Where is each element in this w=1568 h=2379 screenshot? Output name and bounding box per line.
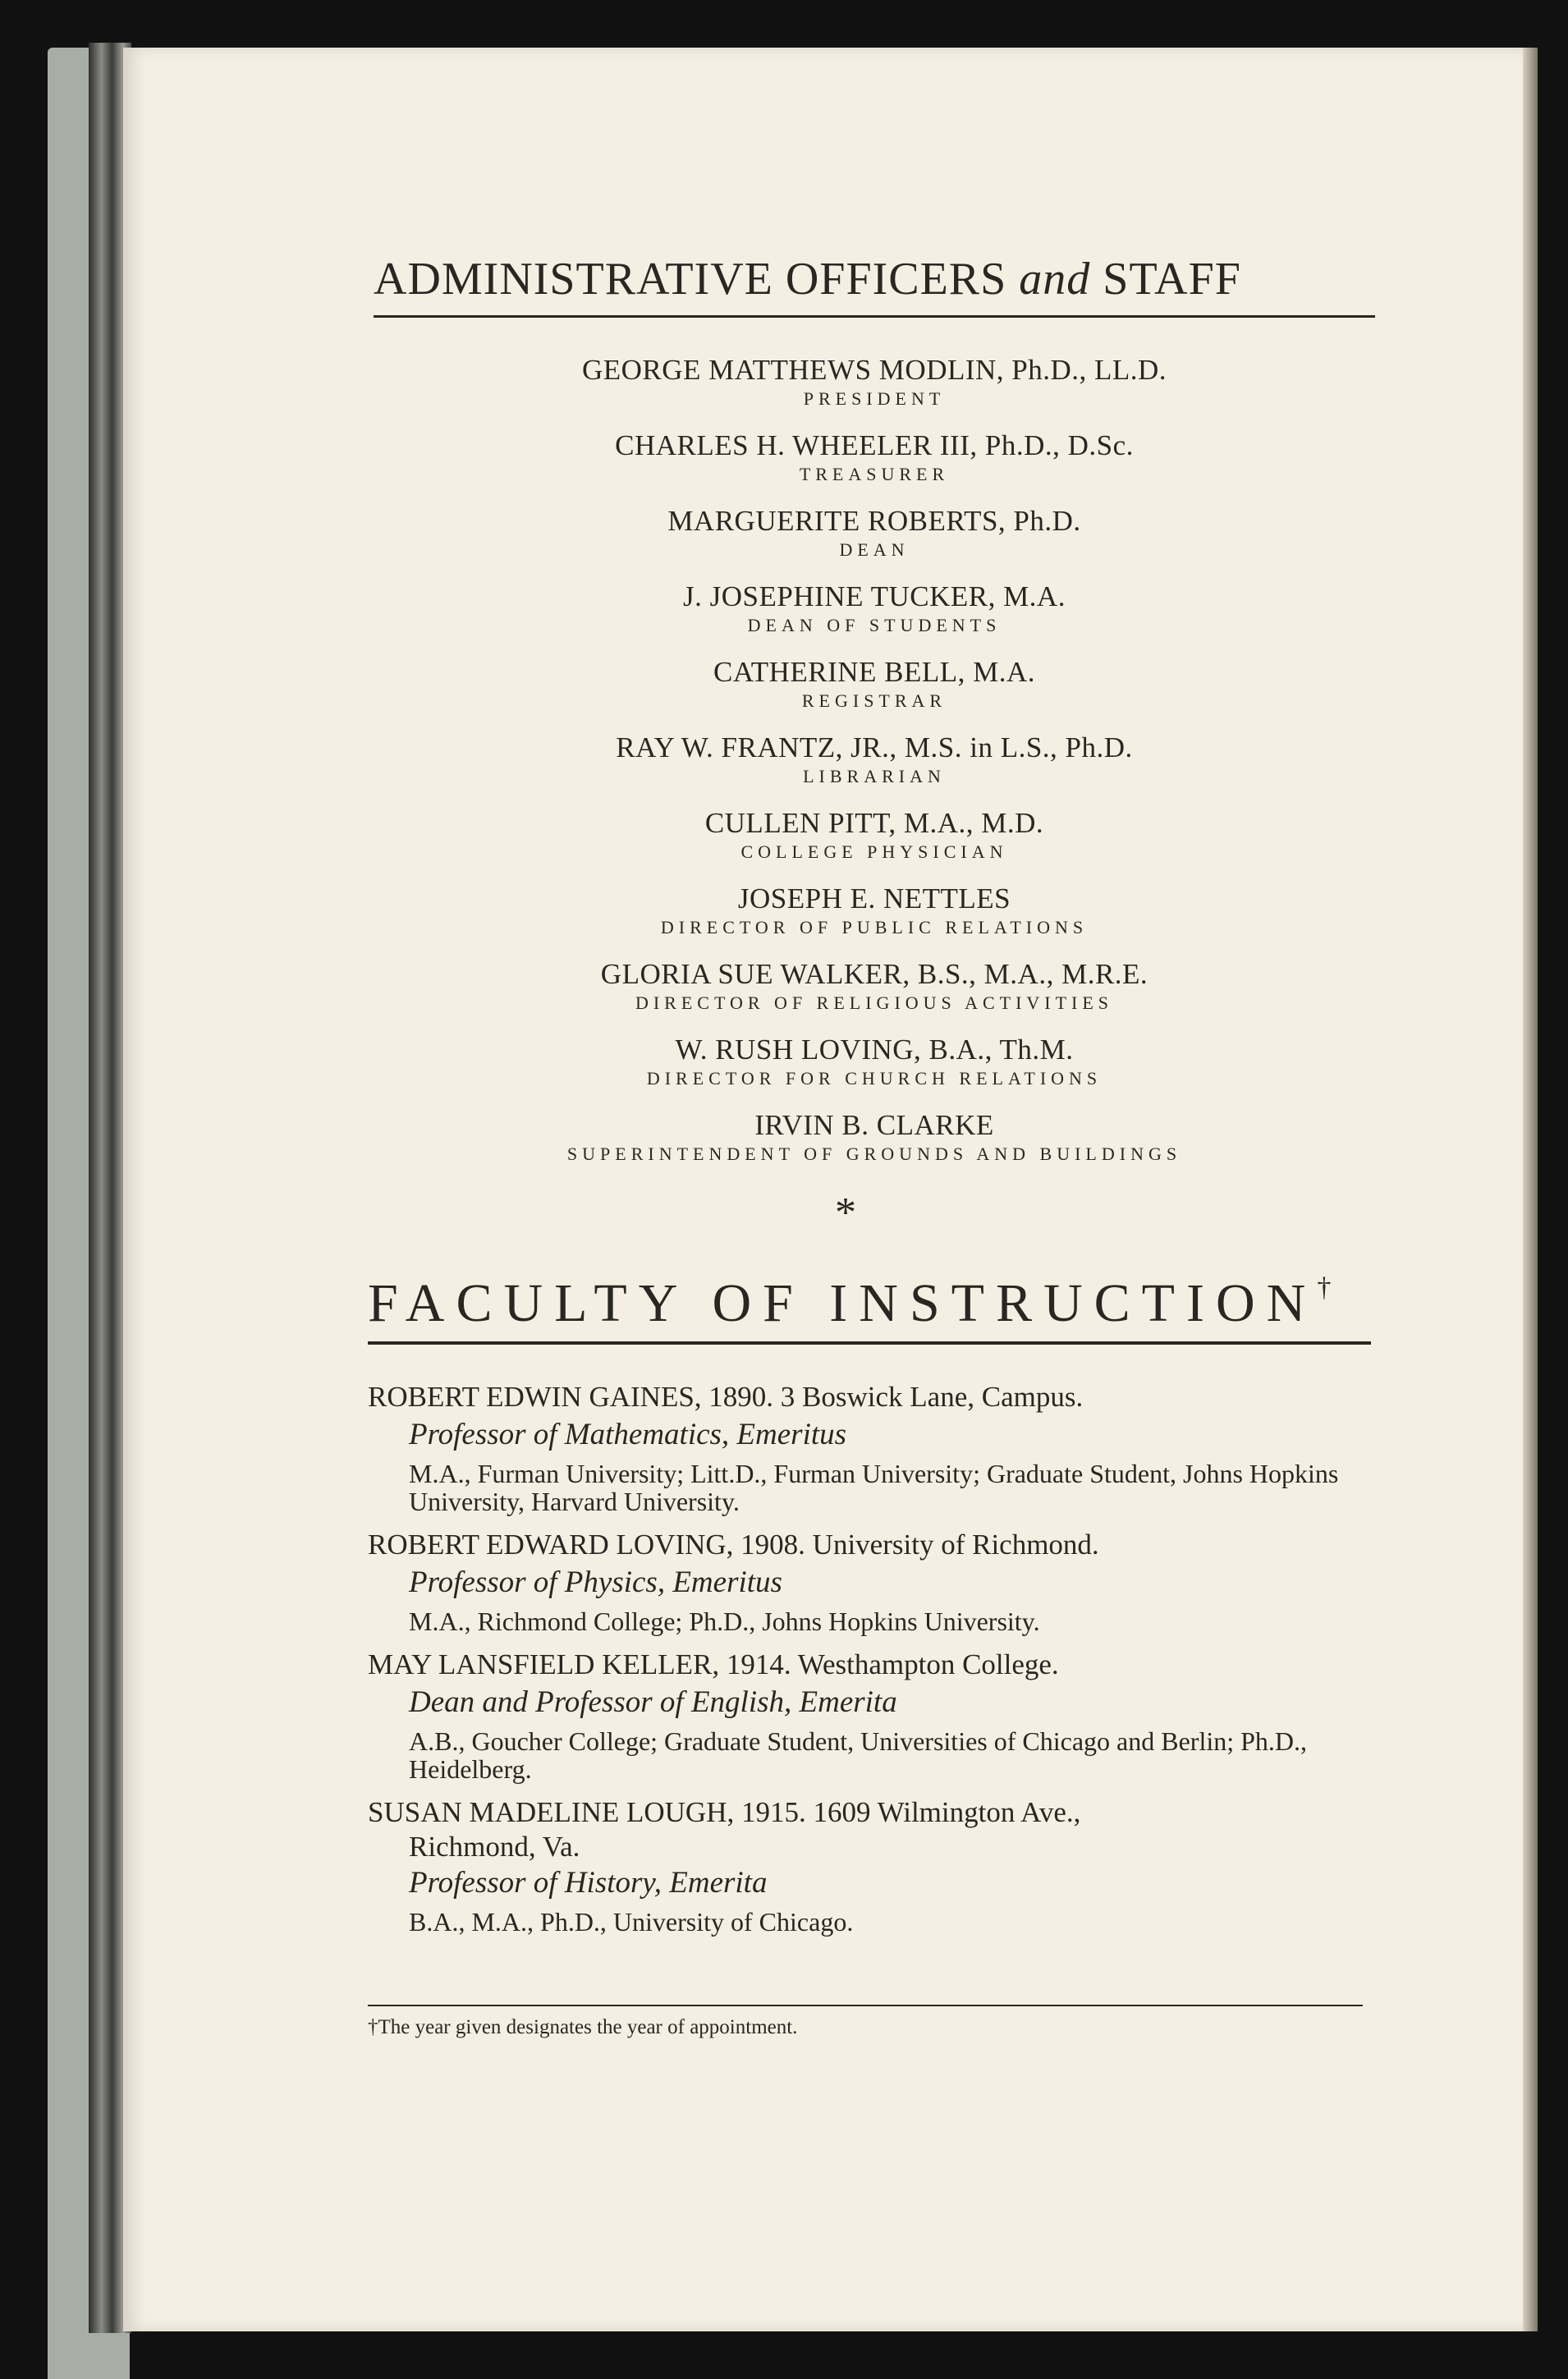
officer-entry bbox=[374, 1033, 1375, 1090]
officer-title: SUPERINTENDENT OF GROUNDS AND BUILDINGS bbox=[566, 1144, 1182, 1164]
faculty-member bbox=[368, 1647, 1371, 1783]
faculty-member-degrees: M.A., Furman University; Litt.D., Furman University; Graduate Student, Johns Hopkins University, Harvard University. bbox=[409, 1459, 1339, 1516]
officer-title: COLLEGE PHYSICIAN bbox=[740, 841, 1008, 862]
officer-name: GLORIA SUE WALKER, B.S., M.A., M.R.E. bbox=[600, 958, 1148, 990]
admin-section-title bbox=[374, 253, 1375, 318]
faculty-member-role: Professor of Physics, Emeritus bbox=[409, 1565, 782, 1599]
faculty-member-head: ROBERT EDWARD LOVING, 1908. University of Richmond. bbox=[368, 1529, 1099, 1561]
faculty-member bbox=[368, 1379, 1371, 1515]
officer-entry bbox=[374, 882, 1375, 939]
officer-name: CHARLES H. WHEELER III, Ph.D., D.Sc. bbox=[615, 429, 1134, 461]
footnote: †The year given designates the year of appointment. bbox=[368, 2016, 798, 2038]
officer-name: JOSEPH E. NETTLES bbox=[737, 882, 1011, 914]
officers-list bbox=[374, 353, 1375, 1184]
faculty-member-role: Professor of Mathematics, Emeritus bbox=[409, 1418, 847, 1451]
officer-entry bbox=[374, 957, 1375, 1015]
footnote-rule bbox=[368, 2005, 1363, 2006]
faculty-member-role: Professor of History, Emerita bbox=[409, 1866, 768, 1900]
faculty-member-head: SUSAN MADELINE LOUGH, 1915. 1609 Wilmington Ave., bbox=[368, 1796, 1081, 1828]
officer-title: LIBRARIAN bbox=[803, 766, 946, 786]
officer-title: DIRECTOR OF PUBLIC RELATIONS bbox=[660, 917, 1089, 937]
faculty-member-degrees: A.B., Goucher College; Graduate Student, Universities of Chicago and Berlin; Ph.D., Heidelberg. bbox=[409, 1726, 1308, 1784]
officer-name: GEORGE MATTHEWS MODLIN, Ph.D., LL.D. bbox=[581, 354, 1167, 386]
officer-entry bbox=[374, 731, 1375, 788]
faculty-member bbox=[368, 1795, 1371, 1936]
page-edge-shadow bbox=[1523, 48, 1538, 2331]
faculty-section-title bbox=[368, 1272, 1371, 1345]
faculty-member-degrees: B.A., M.A., Ph.D., University of Chicago. bbox=[409, 1907, 854, 1937]
officer-name: RAY W. FRANTZ, JR., M.S. in L.S., Ph.D. bbox=[616, 731, 1133, 763]
officer-title: DEAN bbox=[839, 539, 910, 560]
officer-entry bbox=[374, 580, 1375, 637]
admin-title-and: and bbox=[1019, 254, 1091, 305]
asterisk-ornament: * bbox=[835, 1190, 856, 1236]
officer-name: CATHERINE BELL, M.A. bbox=[713, 656, 1036, 688]
officer-name: J. JOSEPHINE TUCKER, M.A. bbox=[683, 580, 1066, 612]
officer-title: TREASURER bbox=[799, 464, 950, 484]
officer-title: DIRECTOR FOR CHURCH RELATIONS bbox=[646, 1068, 1103, 1089]
faculty-member-head: MAY LANSFIELD KELLER, 1914. Westhampton College. bbox=[368, 1648, 1059, 1680]
officer-entry bbox=[374, 655, 1375, 713]
officer-entry bbox=[374, 806, 1375, 864]
officer-title: DEAN OF STUDENTS bbox=[747, 615, 1002, 635]
faculty-member-role: Dean and Professor of English, Emerita bbox=[409, 1685, 897, 1719]
officer-entry bbox=[374, 1108, 1375, 1166]
admin-title-main: ADMINISTRATIVE OFFICERS bbox=[374, 254, 1007, 305]
faculty-member-head: ROBERT EDWIN GAINES, 1890. 3 Boswick Lane, Campus. bbox=[368, 1381, 1084, 1413]
dagger-mark: † bbox=[1317, 1272, 1332, 1303]
officer-name: IRVIN B. CLARKE bbox=[754, 1109, 994, 1141]
officer-name: MARGUERITE ROBERTS, Ph.D. bbox=[667, 505, 1081, 537]
faculty-member-address: Richmond, Va. bbox=[409, 1831, 580, 1863]
officer-title: DIRECTOR OF RELIGIOUS ACTIVITIES bbox=[635, 992, 1114, 1013]
officer-title: REGISTRAR bbox=[801, 690, 947, 711]
faculty-member-degrees: M.A., Richmond College; Ph.D., Johns Hopkins University. bbox=[409, 1607, 1040, 1636]
faculty-list bbox=[368, 1379, 1371, 1947]
admin-title-end: STAFF bbox=[1103, 254, 1241, 305]
officer-entry bbox=[374, 504, 1375, 562]
faculty-title-text: FACULTY OF INSTRUCTION bbox=[368, 1273, 1318, 1333]
officer-title: PRESIDENT bbox=[803, 388, 946, 409]
officer-name: W. RUSH LOVING, B.A., Th.M. bbox=[675, 1034, 1074, 1066]
faculty-member bbox=[368, 1527, 1371, 1635]
officer-entry bbox=[374, 429, 1375, 486]
officer-entry bbox=[374, 353, 1375, 410]
officer-name: CULLEN PITT, M.A., M.D. bbox=[704, 807, 1044, 839]
